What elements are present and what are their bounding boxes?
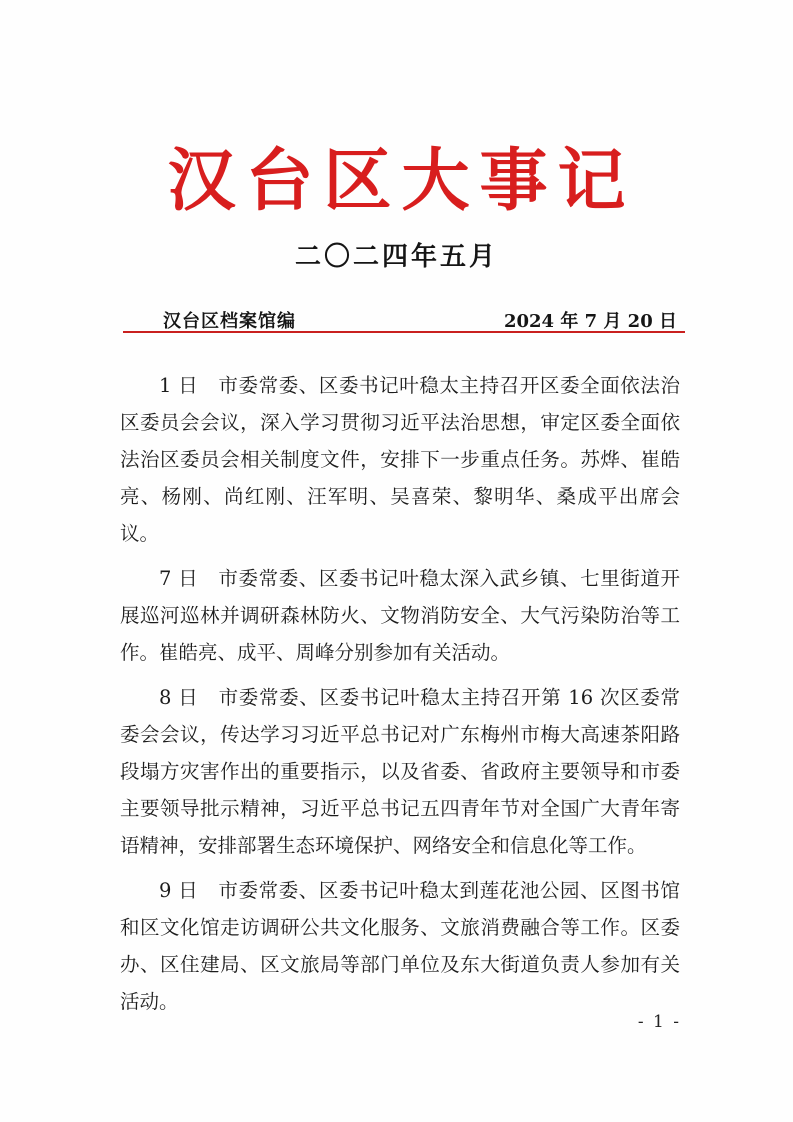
publish-date: 2024 年 7 月 20 日 bbox=[503, 311, 677, 332]
entry-day-7 bbox=[120, 560, 680, 671]
masthead-title: 汉台区大事记 bbox=[167, 142, 636, 221]
page-number: - 1 - bbox=[637, 1012, 681, 1032]
entry-text: 市委常委、区委书记叶稳太深入武乡镇、七里街道开展巡河巡林并调研森林防火、文物消防安全、大气污染防治等工作。崔皓亮、成平、周峰分别参加有关活动。 bbox=[120, 567, 680, 664]
entries-list bbox=[120, 367, 680, 1028]
entry-text: 市委常委、区委书记叶稳太到莲花池公园、区图书馆和区文化馆走访调研公共文化服务、文旅消费融合等工作。区委办、区住建局、区文旅局等部门单位及东大街道负责人参加有关活动。 bbox=[120, 879, 680, 1013]
meta-row bbox=[123, 307, 685, 331]
entry-day-1 bbox=[120, 367, 680, 552]
red-divider bbox=[123, 331, 685, 333]
entry-day-label: 8 日 bbox=[159, 686, 199, 709]
entry-day-8 bbox=[120, 679, 680, 864]
entry-text: 市委常委、区委书记叶稳太主持召开第 16 次区委常委会会议，传达学习习近平总书记对广东梅州市梅大高速茶阳路段塌方灾害作出的重要指示，以及省委、省政府主要领导和市委主要领导批示精神，习近平总书记五四青年节对全国广大青年寄语精神，安排部署生态环境保护、网络安全和信息化等工作。 bbox=[120, 686, 680, 857]
issue-date: 二〇二四年五月 bbox=[294, 242, 498, 272]
entry-day-label: 9 日 bbox=[159, 879, 199, 902]
entry-text: 市委常委、区委书记叶稳太主持召开区委全面依法治区委员会会议，深入学习贯彻习近平法治思想，审定区委全面依法治区委员会相关制度文件，安排下一步重点任务。苏烨、崔皓亮、杨刚、尚红刚、汪军明、吴喜荣、黎明华、桑成平出席会议。 bbox=[120, 374, 680, 545]
entry-day-9 bbox=[120, 872, 680, 1020]
entry-day-label: 1 日 bbox=[159, 374, 199, 397]
editor-label: 汉台区档案馆编 bbox=[163, 311, 296, 332]
entry-day-label: 7 日 bbox=[159, 567, 199, 590]
